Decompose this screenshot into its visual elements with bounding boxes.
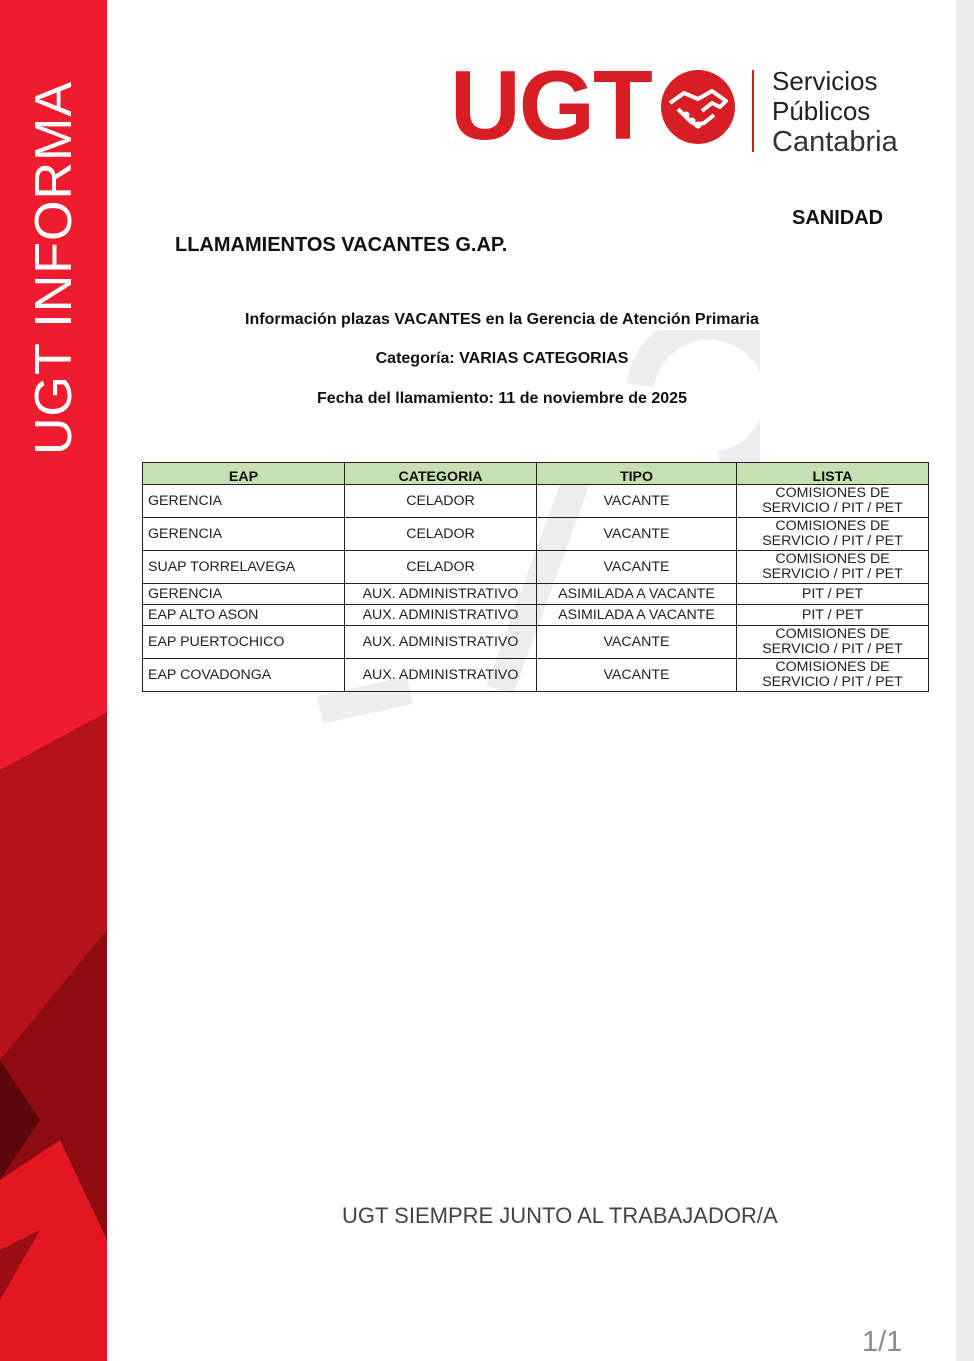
cell-lista <box>737 518 929 551</box>
cell-tipo: VACANTE <box>537 518 737 551</box>
sector-label: SANIDAD <box>792 207 884 229</box>
document-title: LLAMAMIENTOS VACANTES G.AP. <box>175 234 508 256</box>
cell-lista-line2: SERVICIO / PIT / PET <box>762 500 903 516</box>
sidebar-label: UGT INFORMA <box>25 80 83 456</box>
vacancies-table <box>142 462 929 692</box>
logo-line-cantabria: Cantabria <box>772 126 898 158</box>
cell-lista-line2: SERVICIO / PIT / PET <box>762 533 903 549</box>
cell-eap: EAP ALTO ASON <box>143 605 345 626</box>
cell-categoria: AUX. ADMINISTRATIVO <box>345 626 537 659</box>
cell-tipo: VACANTE <box>537 626 737 659</box>
table-row <box>143 551 929 584</box>
cell-categoria: AUX. ADMINISTRATIVO <box>345 584 537 605</box>
cell-lista-line1: COMISIONES DE <box>775 551 890 567</box>
cell-tipo: VACANTE <box>537 485 737 518</box>
cell-categoria: CELADOR <box>345 518 537 551</box>
cell-eap: EAP PUERTOCHICO <box>143 626 345 659</box>
cell-tipo: ASIMILADA A VACANTE <box>537 605 737 626</box>
table-row <box>143 584 929 605</box>
cell-categoria: AUX. ADMINISTRATIVO <box>345 659 537 692</box>
cell-categoria: CELADOR <box>345 485 537 518</box>
logo-brand: UGT <box>450 50 651 160</box>
table-row <box>143 605 929 626</box>
cell-eap: EAP COVADONGA <box>143 659 345 692</box>
table-row <box>143 659 929 692</box>
cell-lista-line1: COMISIONES DE <box>775 626 890 642</box>
column-header-tipo: TIPO <box>537 463 737 485</box>
cell-lista: PIT / PET <box>737 605 929 626</box>
cell-categoria: CELADOR <box>345 551 537 584</box>
cell-lista <box>737 659 929 692</box>
cell-lista: PIT / PET <box>737 584 929 605</box>
cell-categoria: AUX. ADMINISTRATIVO <box>345 605 537 626</box>
logo-line-servicios: Servicios <box>772 66 878 96</box>
cell-tipo: VACANTE <box>537 551 737 584</box>
cell-lista-line2: SERVICIO / PIT / PET <box>762 566 903 582</box>
column-header-lista: LISTA <box>737 463 929 485</box>
cell-lista <box>737 485 929 518</box>
cell-lista-line1: COMISIONES DE <box>775 518 890 534</box>
cell-lista-line2: SERVICIO / PIT / PET <box>762 641 903 657</box>
cell-eap: SUAP TORRELAVEGA <box>143 551 345 584</box>
cell-tipo: ASIMILADA A VACANTE <box>537 584 737 605</box>
table-row <box>143 518 929 551</box>
table-header-row <box>143 463 929 485</box>
cell-lista-line2: SERVICIO / PIT / PET <box>762 674 903 690</box>
cell-lista <box>737 626 929 659</box>
column-header-categoria: CATEGORIA <box>345 463 537 485</box>
watermark-stroke <box>320 690 410 710</box>
logo-divider <box>752 70 754 152</box>
info-line-fecha: Fecha del llamamiento: 11 de noviembre de 2025 <box>317 390 687 407</box>
cell-eap: GERENCIA <box>143 485 345 518</box>
cell-tipo: VACANTE <box>537 659 737 692</box>
cell-lista-line1: COMISIONES DE <box>775 485 890 501</box>
column-header-eap: EAP <box>143 463 345 485</box>
viewer-gutter <box>956 0 974 1361</box>
cell-lista-line1: COMISIONES DE <box>775 659 890 675</box>
table-row <box>143 485 929 518</box>
table-row <box>143 626 929 659</box>
cell-lista <box>737 551 929 584</box>
sidebar-banner <box>0 0 107 1361</box>
info-line-categoria: Categoría: VARIAS CATEGORIAS <box>375 350 629 367</box>
info-line-plazas: Información plazas VACANTES en la Gerencia de Atención Primaria <box>245 311 759 328</box>
logo-line-publicos: Públicos <box>772 96 871 126</box>
page-number: 1/1 <box>862 1326 903 1358</box>
cell-eap: GERENCIA <box>143 584 345 605</box>
cell-eap: GERENCIA <box>143 518 345 551</box>
handshake-icon <box>658 67 738 147</box>
ugt-logo <box>448 50 908 166</box>
footer-motto: UGT SIEMPRE JUNTO AL TRABAJADOR/A <box>342 1203 778 1228</box>
